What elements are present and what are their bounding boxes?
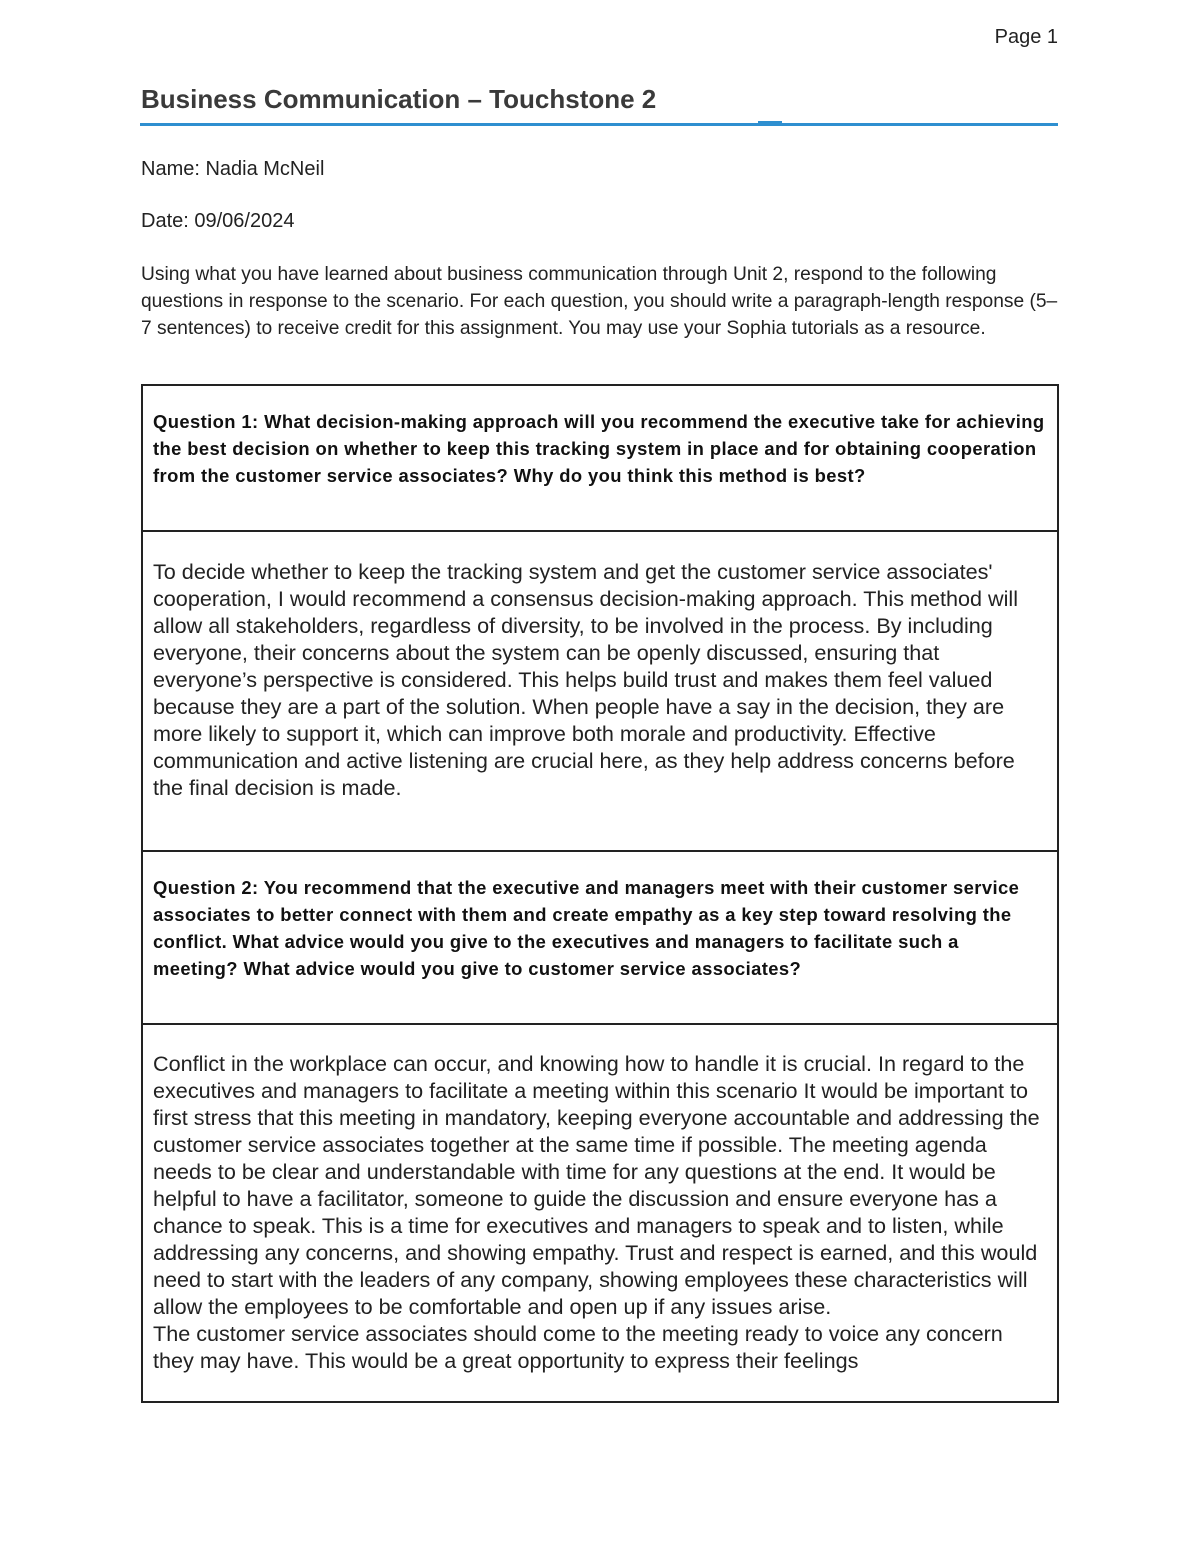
student-name: Name: Nadia McNeil — [141, 158, 325, 180]
question-1-text: Question 1: What decision-making approach will you recommend the executive take for achieving the best decision on whether to keep this tracking system in place and for obtaining cooperation from the customer service associates? Why do you think this method is best? — [153, 411, 1045, 486]
question-2-text: Question 2: You recommend that the executive and managers meet with their customer service associates to better connect with them and create empathy as a key step toward resolving the conflict. What advice would you give to the executives and managers to facilitate such a meeting? What advice would you give to customer service associates? — [153, 877, 1020, 979]
document-title: Business Communication – Touchstone 2 — [141, 84, 657, 114]
instructions-paragraph: Using what you have learned about business communication through Unit 2, respond to the following questions in response to the scenario. For each question, you should write a paragraph-length response (5–7 sentences) to receive credit for this assignment. You may use your Sophia tutorials as a resource. — [141, 264, 1058, 339]
submission-date: Date: 09/06/2024 — [141, 210, 295, 232]
question-1-cell — [143, 386, 1057, 532]
title-underline — [140, 123, 1058, 126]
question-answer-table — [141, 384, 1059, 1403]
answer-2-paragraph-1: Conflict in the workplace can occur, and knowing how to handle it is crucial. In regard to the executives and managers to facilitate a meeting within this scenario It would be important to first stress that this meeting in mandatory, keeping everyone accountable and addressing the customer service associates together at the same time if possible. The meeting agenda needs to be clear and understandable with time for any questions at the end. It would be helpful to have a facilitator, someone to guide the discussion and ensure everyone has a chance to speak. This is a time for executives and managers to speak and to listen, while addressing any concerns, and showing empathy. Trust and respect is earned, and this would need to start with the leaders of any company, showing employees these characteristics will allow the employees to be comfortable and open up if any issues arise. — [153, 1051, 1040, 1319]
answer-1-cell — [143, 532, 1057, 852]
title-underline-accent — [758, 121, 782, 126]
question-2-cell — [143, 852, 1057, 1025]
answer-1-paragraph-1: To decide whether to keep the tracking system and get the customer service associates' cooperation, I would recommend a consensus decision-making approach. This method will allow all stakeholders, regardless of diversity, to be involved in the process. By including everyone, their concerns about the system can be openly discussed, ensuring that everyone’s perspective is considered. This helps build trust and makes them feel valued because they are a part of the solution. When people have a say in the decision, they are more likely to support it, which can improve both morale and productivity. Effective communication and active listening are crucial here, as they help address concerns before the final decision is made. — [153, 559, 1019, 800]
page-number: Page 1 — [994, 26, 1058, 48]
answer-2-paragraph-2: The customer service associates should come to the meeting ready to voice any concern they may have. This would be a great opportunity to express their feelings — [153, 1321, 1003, 1373]
answer-2-cell — [143, 1025, 1057, 1403]
